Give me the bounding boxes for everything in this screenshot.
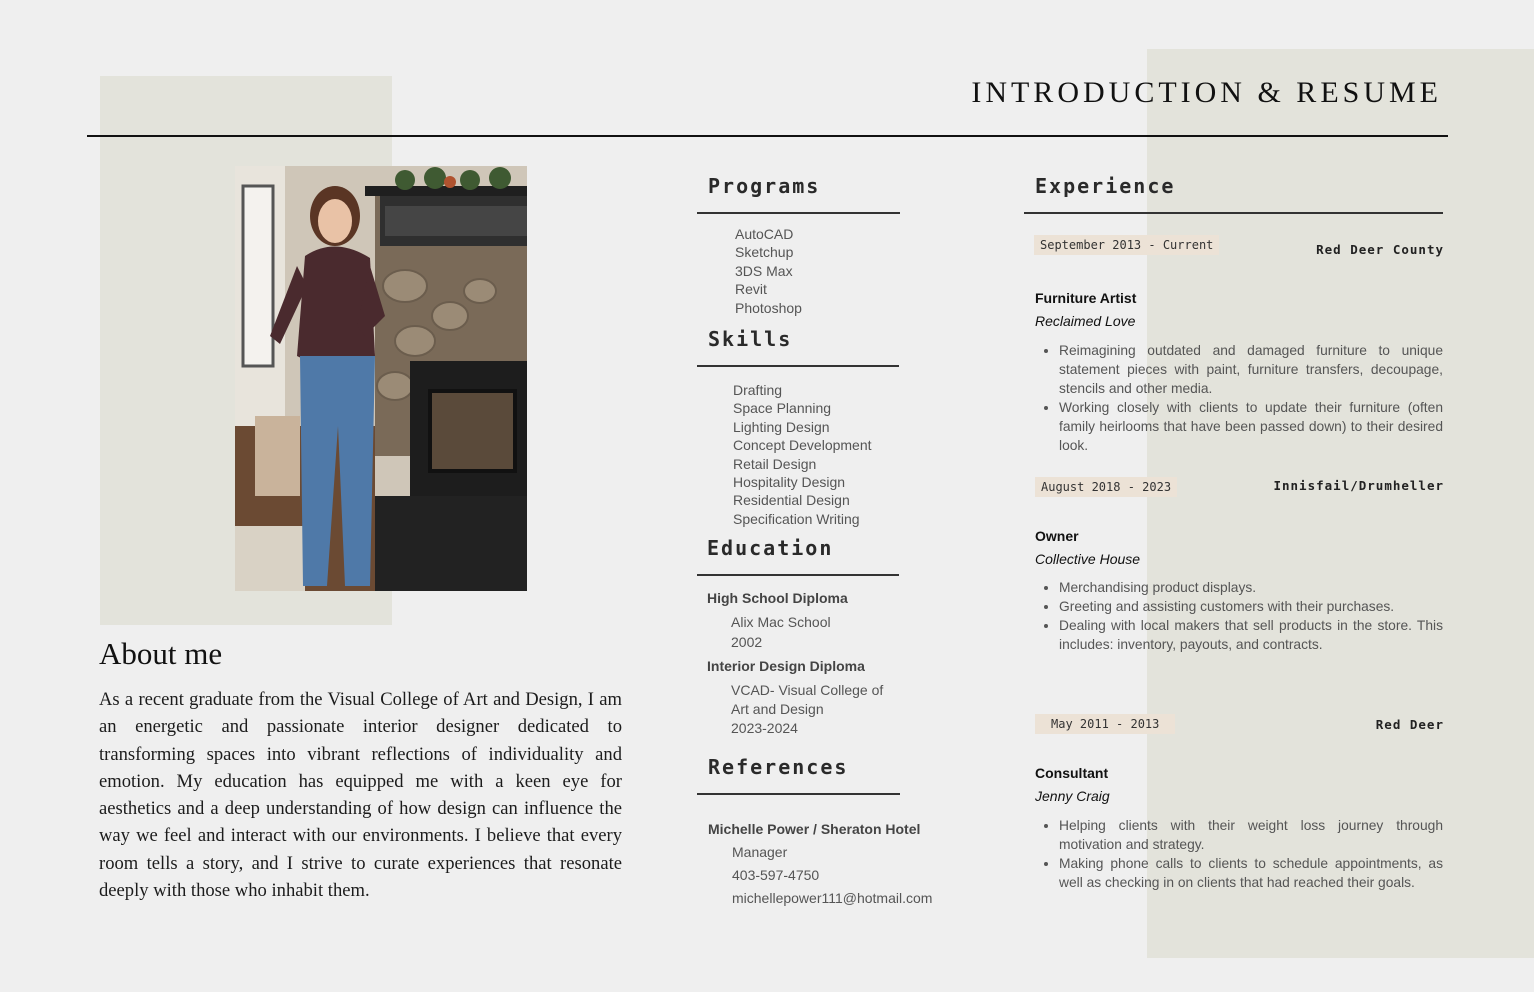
program-item: 3DS Max xyxy=(735,262,793,279)
reference-phone: 403-597-4750 xyxy=(732,867,820,883)
job-bullet: • Helping clients with their weight loss journey through motivation and strategy. xyxy=(1059,817,1443,855)
job-dates: May 2011 - 2013 xyxy=(1035,714,1175,734)
job-role: Furniture Artist xyxy=(1035,290,1137,306)
job-dates: September 2013 - Current xyxy=(1034,235,1219,255)
program-item: Revit xyxy=(735,281,767,298)
experience-divider xyxy=(1024,212,1443,214)
skill-item: Retail Design xyxy=(733,455,817,472)
programs-heading: Programs xyxy=(708,174,821,198)
references-divider xyxy=(697,793,900,795)
job-bullets xyxy=(1035,342,1443,455)
education-divider xyxy=(697,574,899,576)
title-divider xyxy=(87,135,1448,137)
page-title: INTRODUCTION & RESUME xyxy=(971,76,1442,109)
job-location: Innisfail/Drumheller xyxy=(1273,478,1444,493)
skill-item: Concept Development xyxy=(733,437,872,454)
program-item: AutoCAD xyxy=(735,226,794,242)
references-heading: References xyxy=(708,755,849,779)
about-heading: About me xyxy=(99,636,223,671)
experience-heading: Experience xyxy=(1035,174,1176,198)
education-school: Art and Design xyxy=(731,701,824,717)
about-body: As a recent graduate from the Visual College of Art and Design, I am an energetic and passionate interior designer dedicated to transforming spaces into vibrant reflections of individuality and emotion. My education has equipped me with a keen eye for aesthetics and a deep understanding of how design can influence the way we feel and interact with our environments. I believe that every room tells a story, and I strive to curate experiences that resonate deeply with those who inhabit them. xyxy=(99,689,622,902)
job-bullet: • Making phone calls to clients to schedule appointments, as well as checking in on clients that had reached their goals. xyxy=(1059,855,1443,893)
program-item: Sketchup xyxy=(735,244,794,261)
programs-list xyxy=(735,225,802,317)
job-dates: August 2018 - 2023 xyxy=(1035,477,1177,497)
skills-heading: Skills xyxy=(708,327,793,351)
skill-item: Space Planning xyxy=(733,400,832,417)
education-school: Alix Mac School xyxy=(731,614,831,630)
job-bullets xyxy=(1035,817,1443,893)
reference-title: Manager xyxy=(732,844,788,860)
education-degree: High School Diploma xyxy=(707,590,848,606)
reference-email: michellepower111@hotmail.com xyxy=(732,890,933,906)
job-company: Collective House xyxy=(1035,551,1141,567)
job-role: Consultant xyxy=(1035,765,1109,781)
job-bullets xyxy=(1035,579,1443,655)
job-bullet: • Merchandising product displays. xyxy=(1059,579,1443,598)
job-bullet: • Working closely with clients to update their furniture (often family heirlooms that have been passed down) to their desired look. xyxy=(1059,399,1443,456)
education-year: 2002 xyxy=(731,634,763,650)
education-school: VCAD- Visual College of xyxy=(731,682,884,698)
job-location: Red Deer xyxy=(1375,717,1444,732)
job-company: Reclaimed Love xyxy=(1035,313,1136,329)
job-bullet: • Greeting and assisting customers with their purchases. xyxy=(1059,598,1443,617)
job-location: Red Deer County xyxy=(1316,242,1444,257)
skills-divider xyxy=(697,365,899,367)
profile-photo xyxy=(235,166,527,591)
education-heading: Education xyxy=(707,536,834,560)
skills-list xyxy=(733,381,872,528)
skill-item: Lighting Design xyxy=(733,418,830,435)
job-role: Owner xyxy=(1035,528,1079,544)
program-item: Photoshop xyxy=(735,299,802,316)
job-company: Jenny Craig xyxy=(1035,788,1110,804)
programs-divider xyxy=(697,212,900,214)
skill-item: Hospitality Design xyxy=(733,473,846,490)
job-bullet: • Reimagining outdated and damaged furniture to unique statement pieces with paint, furniture transfers, decoupage, stencils and other media. xyxy=(1059,342,1443,399)
education-year: 2023-2024 xyxy=(731,720,798,736)
job-bullet: • Dealing with local makers that sell products in the store. This includes: inventory, payouts, and contracts. xyxy=(1059,617,1443,655)
skill-item: Specification Writing xyxy=(733,510,860,527)
skill-item: Residential Design xyxy=(733,492,850,509)
reference-name: Michelle Power / Sheraton Hotel xyxy=(708,821,921,837)
skill-item: Drafting xyxy=(733,382,783,398)
education-degree: Interior Design Diploma xyxy=(707,658,865,674)
